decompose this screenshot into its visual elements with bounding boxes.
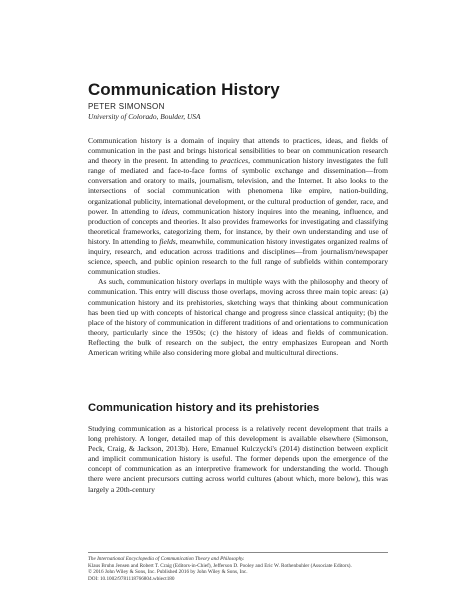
author-name: PETER SIMONSON: [88, 102, 165, 111]
emphasis-ideas: ideas: [161, 206, 178, 216]
emphasis-practices: practices: [220, 156, 249, 166]
section-body: [88, 424, 388, 495]
footnote-copyright: © 2016 John Wiley & Sons, Inc. Published 2016 by John Wiley & Sons, Inc.: [88, 569, 248, 576]
article-title: Communication History: [88, 80, 280, 99]
intro-text: , communication history investigates the full range of mediated and face-to-face forms of symbolic exchange and dissemination—from conversation and oratory to mails, journalism, television, and the Internet. It also looks to the intersections of social communication with phenomena like empire, nation-building, organizational publicity, international development, or the cultural production of gender, race, and power. In attending to: [88, 156, 388, 216]
intro-text: Communication history is a domain of inquiry that attends to practices, ideas, and fields of communication in the past and brings historical sensibilities to bear on communication research and theory in the present. In attending to: [88, 136, 388, 166]
footnote-editors: Klaus Bruhn Jensen and Robert T. Craig (Editors-in-Chief), Jefferson D. Pooley and Eric W. Rothenbuhler (Associate Editors).: [88, 562, 352, 569]
footnote-doi: DOI: 10.1002/9781118766804.wbiect180: [88, 575, 175, 582]
section-paragraph-1: Studying communication as a historical process is a relatively recent development that trails a long prehistory. A longer, detailed map of this development is available elsewhere (Simonson, Peck, Craig, & Jackson, 2013b). Here, Emanuel Kulczycki's (2014) distinction between explicit and implicit communication history is useful. The former depends upon the emergence of the concept of communication as an interpretive framework for understanding the world. Though there were ancient precursors cutting across world cultures (about which, more below), this was largely a 20th-century: [88, 424, 388, 494]
intro-paragraph-2: As such, communication history overlaps in multiple ways with the philosophy and theory of communication. This entry will discuss those overlaps, moving across three main topic areas: (a) communication history and its prehistories, sketching ways that thinking about communication has been tied up with concepts of historical change and progress since classical antiquity; (b) the place of the history of communication in different traditions of and orientations to communication theory, particularly since the 1950s; (c) the history of ideas and fields of communication. Reflecting the bulk of research on the subject, the entry emphasizes European and North American writing while also considering more global and multicultural directions.: [88, 277, 388, 357]
footnote-encyclopedia-title: The International Encyclopedia of Communication Theory and Philosophy.: [88, 556, 245, 562]
emphasis-fields: fields: [159, 236, 176, 246]
section-heading: Communication history and its prehistories: [88, 402, 320, 414]
intro-text: , communication history inquires into the meaning, influence, and production of concepts and theories. It also provides frameworks for investigating and classifying theoretical frameworks, categorizing them, for instance, by their own understanding and use of history. In attending to: [88, 206, 388, 246]
intro-text: , meanwhile, communication history investigates organized realms of inquiry, research, and education across traditions and disciplines—from journalism/newspaper science, speech, and public opinion research to the full range of subfields within contemporary communication studies.: [88, 236, 388, 277]
footnote-divider: [88, 552, 388, 553]
intro-body: [88, 136, 388, 358]
intro-paragraph-1: [88, 136, 388, 277]
author-affiliation: University of Colorado, Boulder, USA: [88, 112, 201, 121]
publication-footnote: [88, 556, 408, 582]
